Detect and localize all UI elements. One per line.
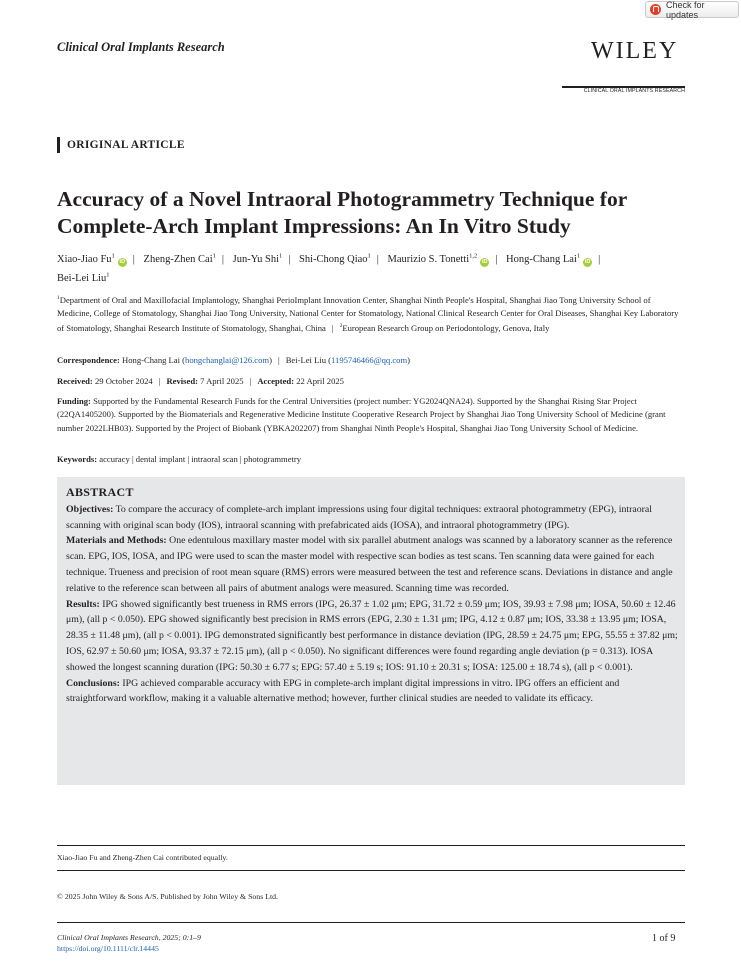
check-for-updates-button[interactable]: [645, 1, 739, 18]
abstract: [66, 485, 678, 707]
journal-caps: CLINICAL ORAL IMPLANTS RESEARCH: [583, 88, 685, 94]
page-footer: [57, 932, 201, 954]
author-list: Xiao-Jiao Fu$^1$iD | Zheng-Zhen Cai$^1$ | Jun-Yu Shi$^1$ | Shi-Chong Qiao$^1$ | Maurizio S. Tonetti$^{1,2}$iD | Hong-Chang Lai$^1$iD | Bei-Lei Liu$^1$: [57, 252, 601, 284]
orcid-icon[interactable]: iD: [482, 258, 488, 265]
email-link[interactable]: 1195746466@qq.com: [331, 355, 408, 365]
author[interactable]: Shi-Chong Qiao$^1$: [299, 252, 371, 265]
citation: Clinical Oral Implants Research, 2025; 0:1–9: [57, 933, 201, 942]
copyright: © 2025 John Wiley & Sons A/S. Published by John Wiley & Sons Ltd.: [57, 892, 278, 901]
copyright-rule: [57, 870, 685, 871]
article-type: ORIGINAL ARTICLE: [67, 139, 185, 151]
orcid-icon[interactable]: iD: [119, 258, 126, 265]
affiliations: $^1$Department of Oral and Maxillofacial Implantology, Shanghai PerioImplant Innovation Center, Shanghai Ninth People's Hospital, Shanghai Jiao Tong University School of Medicine, College of Stomatology, Shanghai Jiao Tong University, National Center for Stomatology, National Clinical Research Center for Oral Diseases, Shanghai Key Laboratory of Stomatology, Shanghai Research Institute of Stomatology, Shanghai, China | $^2$European Research Group on Periodontology, Genova, Italy: [57, 294, 679, 334]
footnote: Xiao-Jiao Fu and Zheng-Zhen Cai contributed equally.: [57, 853, 228, 862]
article-type-bar: [57, 137, 60, 153]
abstract-heading: ABSTRACT: [66, 485, 134, 499]
journal-name: Clinical Oral Implants Research: [57, 40, 225, 54]
correspondence: Correspondence: Hong-Chang Lai (hongchanglai@126.com) | Bei-Lei Liu (1195746466@qq.com): [57, 355, 411, 365]
publisher-logo: WILEY: [591, 38, 679, 64]
funding: Funding: Supported by the Fundamental Research Funds for the Central Universities (project number: YG2024QNA24). Supported by the Shanghai Rising Star Project (22QA1405200). Supported by the Biomaterials and Regenerative Medicine Institute Cooperative Research Project by Shanghai Jiao Tong University School of Medicine (grant number 2022LHB03). Supported by the Project of Biobank (YBKA202207) from Shanghai Ninth People's Hospital, Shanghai Jiao Tong University School of Medicine.: [57, 396, 666, 433]
article-title: Accuracy of a Novel Intraoral Photogrammetry Technique for Complete-Arch Implant Impressions: An In Vitro Study: [57, 187, 627, 238]
orcid-icon[interactable]: iD: [584, 258, 591, 265]
abstract-results: Results: IPG showed significantly best trueness in RMS errors (IPG, 26.37 ± 1.02 μm; EPG, 31.72 ± 0.59 μm; IOS, 39.93 ± 7.98 μm; IOSA, 50.60 ± 12.46 μm), (all p < 0.050). EPG showed significantly best precision in RMS errors (EPG, 2.30 ± 1.31 μm; IPG, 4.12 ± 0.87 μm; IOS, 33.38 ± 13.95 μm; IOSA, 28.35 ± 11.48 μm), (all p < 0.001). IPG demonstrated significantly best performance in distance deviation (IPG, 28.59 ± 24.75 μm; EPG, 55.55 ± 37.82 μm; IOS, 62.97 ± 50.60 μm; IOSA, 93.37 ± 72.15 μm), (all p < 0.050). No significant differences were found regarding angle deviation (p = 0.313). IOSA showed the longest scanning duration (IPG: 50.30 ± 6.77 s; EPG: 57.40 ± 5.19 s; IOS: 91.10 ± 20.31 s; IOSA: 125.00 ± 18.74 s), (all p < 0.001).: [66, 598, 678, 673]
abstract-objectives: Objectives: To compare the accuracy of complete-arch implant impressions using four digital techniques: extraoral photogrammetry (EPG), intraoral scanning with original scan body (IOS), intraoral scanning with prefabricated aids (IOSA), and intraoral photogrammetry (IPG).: [66, 503, 652, 531]
page-footer-rule: [57, 922, 685, 923]
article-dates: Received: 29 October 2024 | Revised: 7 April 2025 | Accepted: 22 April 2025: [57, 376, 344, 386]
author[interactable]: Zheng-Zhen Cai$^1$: [143, 252, 216, 265]
author[interactable]: Hong-Chang Lai$^1$: [506, 252, 581, 265]
abstract-conclusions: Conclusions: IPG achieved comparable accuracy with EPG in complete-arch implant digital impressions in vitro. IPG offers an efficient and straightforward workflow, making it a valuable alternative method; however, further clinical studies are needed to validate its efficacy.: [66, 677, 620, 705]
author[interactable]: Bei-Lei Liu$^1$: [57, 271, 110, 284]
footnote-rule: [57, 845, 685, 846]
check-for-updates-label: Check for updates: [666, 0, 705, 20]
author[interactable]: Jun-Yu Shi$^1$: [232, 252, 283, 265]
page-number: 1 of 9: [652, 933, 676, 944]
keywords: Keywords: accuracy | dental implant | intraoral scan | photogrammetry: [57, 454, 302, 464]
doi-link[interactable]: https://doi.org/10.1111/clr.14445: [57, 944, 159, 953]
author[interactable]: Xiao-Jiao Fu$^1$: [57, 252, 115, 265]
abstract-methods: Materials and Methods: One edentulous maxillary master model with six parallel abutment analogs was scanned by a laboratory scanner as the reference scan. EPG, IOS, IOSA, and IPG were used to scan the master model with respective scan bodies as test scans. Ten scanning data were gained for each technique. Trueness and precision of root mean square (RMS) errors were measured between the test and reference scans. Deviations in distance and angle relative to the reference scan between all pairs of abutment analogs were measured. Scanning time was recorded.: [66, 535, 673, 594]
email-link[interactable]: hongchanglai@126.com: [185, 355, 270, 365]
author[interactable]: Maurizio S. Tonetti$^{1,2}$: [387, 252, 478, 265]
crossmark-icon: [650, 4, 661, 15]
